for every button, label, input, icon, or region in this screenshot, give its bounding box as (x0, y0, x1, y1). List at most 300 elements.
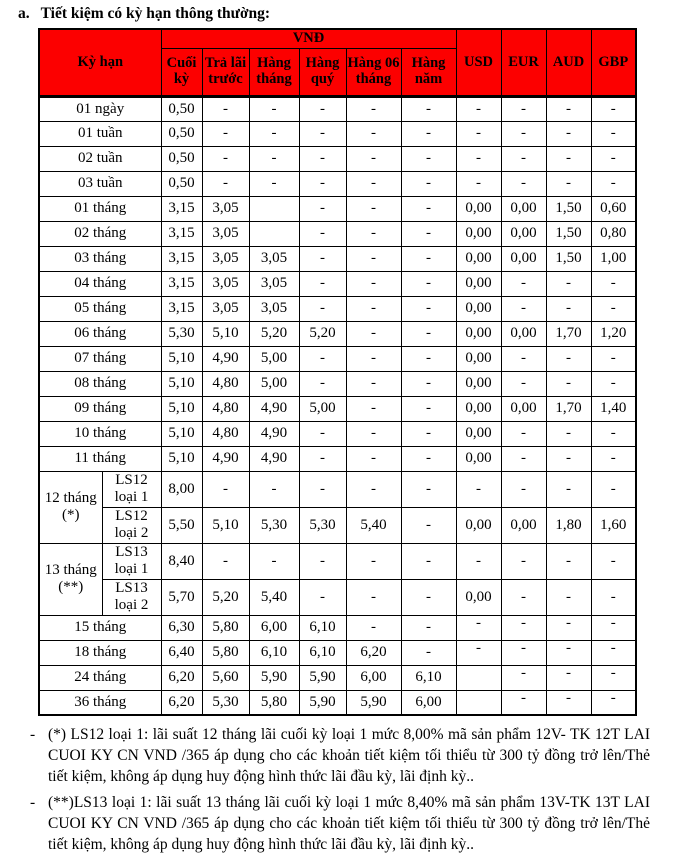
table-row (39, 615, 636, 640)
rate-cell: - (401, 321, 456, 346)
rate-cell: - (401, 296, 456, 321)
term-label: 18 tháng (39, 640, 161, 665)
rate-cell: - (346, 146, 401, 171)
rate-cell: - (591, 96, 636, 121)
table-row (39, 296, 636, 321)
rate-cell: - (249, 96, 299, 121)
table-row (39, 665, 636, 690)
rate-cell: 5,50 (161, 507, 202, 543)
rate-cell: - (546, 371, 591, 396)
rate-cell: - (202, 171, 249, 196)
rate-cell: 0,50 (161, 146, 202, 171)
rate-cell: 3,05 (202, 271, 249, 296)
footnote-text: (*) LS12 loại 1: lãi suất 12 tháng lãi cuối kỳ loại 1 mức 8,00% mã sản phẩm 12V- TK 12T LAI CUOI KY CN VND /365 áp dụng cho các khoản tiết kiệm tối thiểu từ 300 tỷ đồng trở lên/Thẻ tiết kiệm, không áp dụng huy động hình thức lãi đầu kỳ, lãi định kỳ.. (48, 726, 650, 785)
rate-cell: - (591, 665, 636, 690)
rate-cell: - (501, 421, 546, 446)
rate-cell: - (501, 665, 546, 690)
table-row (39, 690, 636, 715)
table-row (39, 221, 636, 246)
rate-cell: - (346, 96, 401, 121)
rate-cell: - (401, 421, 456, 446)
table-header (39, 29, 636, 96)
rate-cell: - (546, 665, 591, 690)
table-row (39, 371, 636, 396)
rate-cell: 0,00 (456, 507, 501, 543)
rate-cell: - (299, 221, 346, 246)
rate-cell: - (401, 640, 456, 665)
table-row (39, 543, 636, 579)
rate-cell: 0,00 (456, 446, 501, 471)
header-gbp: GBP (591, 29, 636, 96)
rate-cell: - (591, 446, 636, 471)
rate-cell: 1,40 (591, 396, 636, 421)
rate-cell: - (501, 640, 546, 665)
footnote-bullet: - (30, 726, 36, 743)
term-label: 01 tháng (39, 196, 161, 221)
rate-cell: 0,00 (456, 371, 501, 396)
rate-cell: - (346, 446, 401, 471)
rate-cell: - (546, 446, 591, 471)
term-label: 03 tháng (39, 246, 161, 271)
rate-cell: - (501, 296, 546, 321)
term-label: 09 tháng (39, 396, 161, 421)
rate-cell: 5,90 (299, 690, 346, 715)
rate-cell: - (202, 96, 249, 121)
rate-cell: 6,20 (346, 640, 401, 665)
term-label: 10 tháng (39, 421, 161, 446)
rate-cell: 3,05 (249, 296, 299, 321)
table-row (39, 346, 636, 371)
rate-cell: 3,15 (161, 246, 202, 271)
table-row (39, 640, 636, 665)
rate-cell: - (401, 507, 456, 543)
rate-cell: - (591, 346, 636, 371)
rate-cell: 1,50 (546, 196, 591, 221)
rate-cell: 8,00 (161, 471, 202, 507)
rate-cell: 0,60 (591, 196, 636, 221)
table-row (39, 579, 636, 615)
term-sub-label: LS12 loại 1 (102, 471, 161, 507)
rate-cell: - (299, 296, 346, 321)
rate-cell: 0,00 (456, 346, 501, 371)
header-usd: USD (456, 29, 501, 96)
term-label: 05 tháng (39, 296, 161, 321)
rate-cell: - (501, 271, 546, 296)
term-label: 11 tháng (39, 446, 161, 471)
rate-cell: 6,30 (161, 615, 202, 640)
rate-cell: 4,80 (202, 396, 249, 421)
term-label: 03 tuần (39, 171, 161, 196)
footnote-text: (**)LS13 loại 1: lãi suất 13 tháng lãi cuối kỳ loại 1 mức 8,40% mã sản phẩm 13V-TK 13T LAI CUOI KY CN VND /365 áp dụng cho các khoản tiết kiệm tối thiểu từ 300 tỷ đồng trở lên/Thẻ tiết kiệm, không áp dụng huy động hình thức lãi đầu kỳ, lãi định kỳ.. (48, 794, 650, 853)
rate-cell: 4,80 (202, 421, 249, 446)
rate-cell: - (299, 346, 346, 371)
rate-cell: 6,10 (401, 665, 456, 690)
rate-cell: - (591, 421, 636, 446)
rate-cell: - (591, 296, 636, 321)
rate-cell: 0,00 (501, 221, 546, 246)
deposit-rate-table (38, 28, 637, 716)
rate-cell: 3,05 (249, 271, 299, 296)
rate-cell: - (346, 371, 401, 396)
table-row (39, 196, 636, 221)
rate-cell: 0,00 (501, 507, 546, 543)
header-monthly: Hàng tháng (249, 48, 299, 96)
rate-cell: - (401, 579, 456, 615)
rate-cell: - (401, 471, 456, 507)
rate-cell (249, 196, 299, 221)
footnote (30, 792, 650, 855)
table-row (39, 146, 636, 171)
rate-cell: - (346, 321, 401, 346)
rate-cell: - (401, 221, 456, 246)
header-semiannual: Hàng 06 tháng (346, 48, 401, 96)
rate-cell: - (299, 371, 346, 396)
rate-cell: 5,90 (299, 665, 346, 690)
term-label: 08 tháng (39, 371, 161, 396)
rate-cell: - (401, 246, 456, 271)
header-aud: AUD (546, 29, 591, 96)
rate-table-body (39, 96, 636, 715)
rate-cell: 6,40 (161, 640, 202, 665)
rate-cell: - (591, 271, 636, 296)
rate-cell: - (299, 271, 346, 296)
rate-cell: - (591, 371, 636, 396)
rate-cell: 0,00 (456, 271, 501, 296)
rate-cell: 5,20 (249, 321, 299, 346)
rate-cell: - (546, 96, 591, 121)
rate-cell: - (456, 146, 501, 171)
rate-cell: - (456, 640, 501, 665)
rate-cell: - (346, 471, 401, 507)
table-row (39, 396, 636, 421)
rate-cell: - (456, 543, 501, 579)
rate-cell: - (501, 96, 546, 121)
rate-cell: - (501, 471, 546, 507)
rate-cell: - (299, 96, 346, 121)
rate-cell: - (501, 346, 546, 371)
rate-cell: - (546, 271, 591, 296)
rate-cell: 6,10 (299, 640, 346, 665)
rate-cell: 5,90 (249, 665, 299, 690)
rate-cell: 5,90 (346, 690, 401, 715)
header-annual: Hàng năm (401, 48, 456, 96)
page-title-marker: a. (18, 5, 30, 22)
rate-cell: 6,00 (401, 690, 456, 715)
rate-cell: - (299, 196, 346, 221)
rate-cell: 4,90 (202, 346, 249, 371)
rate-cell: 5,10 (202, 321, 249, 346)
rate-cell: 1,50 (546, 221, 591, 246)
rate-cell: 5,80 (202, 640, 249, 665)
table-row (39, 171, 636, 196)
rate-cell: - (346, 421, 401, 446)
rate-cell: 0,50 (161, 171, 202, 196)
term-group-label: 13 tháng (**) (39, 543, 102, 615)
rate-cell: - (546, 579, 591, 615)
rate-cell: 5,10 (161, 371, 202, 396)
rate-cell: - (546, 171, 591, 196)
term-label: 02 tháng (39, 221, 161, 246)
rate-cell: 0,00 (456, 246, 501, 271)
rate-cell: 0,00 (456, 396, 501, 421)
rate-cell: - (202, 543, 249, 579)
rate-cell: 0,00 (501, 321, 546, 346)
rate-cell: 1,70 (546, 321, 591, 346)
term-label: 15 tháng (39, 615, 161, 640)
rate-cell: - (546, 640, 591, 665)
table-row (39, 446, 636, 471)
rate-cell: 3,05 (202, 296, 249, 321)
rate-cell: - (546, 615, 591, 640)
rate-cell: - (299, 121, 346, 146)
table-row (39, 507, 636, 543)
rate-cell: - (591, 171, 636, 196)
rate-cell: - (591, 579, 636, 615)
rate-cell: 6,00 (249, 615, 299, 640)
page-title-text: Tiết kiệm có kỳ hạn thông thường: (40, 5, 271, 22)
rate-cell: - (202, 146, 249, 171)
rate-cell: - (346, 221, 401, 246)
header-prepaid-interest: Trả lãi trước (202, 48, 249, 96)
rate-cell: - (401, 171, 456, 196)
rate-cell: - (501, 615, 546, 640)
term-label: 01 ngày (39, 96, 161, 121)
rate-cell: - (299, 471, 346, 507)
rate-cell: 5,10 (161, 396, 202, 421)
rate-cell: - (501, 446, 546, 471)
rate-cell: - (249, 121, 299, 146)
rate-cell: - (456, 615, 501, 640)
term-label: 01 tuần (39, 121, 161, 146)
rate-cell: 5,00 (299, 396, 346, 421)
rate-cell: 3,15 (161, 221, 202, 246)
rate-cell: 4,90 (249, 446, 299, 471)
rate-cell: 1,20 (591, 321, 636, 346)
term-group-label: 12 tháng (*) (39, 471, 102, 543)
rate-cell: - (346, 121, 401, 146)
term-label: 07 tháng (39, 346, 161, 371)
rate-cell: 0,50 (161, 96, 202, 121)
rate-cell: - (501, 690, 546, 715)
rate-cell: - (299, 446, 346, 471)
rate-cell: - (546, 690, 591, 715)
term-label: 02 tuần (39, 146, 161, 171)
rate-cell: 0,00 (456, 321, 501, 346)
rate-cell: - (401, 543, 456, 579)
rate-cell: - (591, 640, 636, 665)
rate-cell: 5,40 (249, 579, 299, 615)
term-label: 06 tháng (39, 321, 161, 346)
rate-cell: - (501, 146, 546, 171)
rate-cell: - (501, 543, 546, 579)
rate-cell: 5,30 (249, 507, 299, 543)
rate-cell: - (346, 396, 401, 421)
rate-cell: - (501, 371, 546, 396)
rate-cell: - (546, 471, 591, 507)
rate-cell: - (249, 471, 299, 507)
rate-cell: - (346, 196, 401, 221)
rate-cell: 1,50 (546, 246, 591, 271)
rate-cell: - (299, 146, 346, 171)
rate-cell: - (501, 171, 546, 196)
rate-cell: 3,15 (161, 196, 202, 221)
rate-cell: - (546, 543, 591, 579)
rate-cell: - (591, 615, 636, 640)
rate-cell: - (591, 121, 636, 146)
rate-cell: 5,80 (202, 615, 249, 640)
rate-cell: - (456, 96, 501, 121)
rate-cell: - (346, 579, 401, 615)
rate-cell: - (401, 615, 456, 640)
rate-cell: 3,15 (161, 271, 202, 296)
rate-cell: 5,10 (161, 446, 202, 471)
header-quarterly: Hàng quý (299, 48, 346, 96)
rate-cell: 0,00 (501, 396, 546, 421)
rate-cell: 5,60 (202, 665, 249, 690)
rate-cell: - (546, 346, 591, 371)
rate-cell: - (346, 543, 401, 579)
term-sub-label: LS12 loại 2 (102, 507, 161, 543)
rate-cell (456, 690, 501, 715)
rate-cell: 6,10 (299, 615, 346, 640)
rate-cell: - (299, 579, 346, 615)
rate-cell: 5,20 (202, 579, 249, 615)
rate-cell: 5,00 (249, 346, 299, 371)
term-label: 24 tháng (39, 665, 161, 690)
rate-cell: 1,60 (591, 507, 636, 543)
rate-cell: - (591, 543, 636, 579)
rate-cell: 3,05 (202, 246, 249, 271)
term-label: 36 tháng (39, 690, 161, 715)
rate-cell: - (546, 146, 591, 171)
rate-cell: 3,05 (249, 246, 299, 271)
header-eur: EUR (501, 29, 546, 96)
footnote-bullet: - (30, 794, 36, 811)
rate-cell: 6,20 (161, 690, 202, 715)
rate-cell: - (346, 246, 401, 271)
rate-cell: - (249, 543, 299, 579)
term-label: 04 tháng (39, 271, 161, 296)
rate-cell: 1,00 (591, 246, 636, 271)
rate-cell: 0,00 (456, 421, 501, 446)
rate-cell: 3,05 (202, 196, 249, 221)
rate-cell: - (546, 121, 591, 146)
rate-cell: 5,30 (202, 690, 249, 715)
rate-cell: 0,00 (501, 246, 546, 271)
rate-cell: 6,10 (249, 640, 299, 665)
table-row (39, 421, 636, 446)
rate-cell: - (249, 146, 299, 171)
rate-cell: 5,80 (249, 690, 299, 715)
header-end-of-term: Cuối kỳ (161, 48, 202, 96)
rate-cell: - (501, 121, 546, 146)
rate-cell: - (346, 615, 401, 640)
table-row (39, 321, 636, 346)
table-row (39, 121, 636, 146)
rate-cell: - (346, 346, 401, 371)
rate-cell: - (456, 471, 501, 507)
table-row (39, 246, 636, 271)
rate-cell: - (401, 96, 456, 121)
rate-cell: - (546, 421, 591, 446)
rate-cell: - (299, 246, 346, 271)
rate-cell: 0,00 (456, 579, 501, 615)
rate-cell: - (401, 146, 456, 171)
rate-cell: - (456, 171, 501, 196)
rate-cell: 5,40 (346, 507, 401, 543)
rate-cell: - (346, 271, 401, 296)
page-title (0, 0, 690, 23)
term-sub-label: LS13 loại 2 (102, 579, 161, 615)
rate-cell: 0,00 (456, 196, 501, 221)
rate-cell: 5,20 (299, 321, 346, 346)
rate-cell: 1,70 (546, 396, 591, 421)
rate-cell: - (299, 171, 346, 196)
rate-cell: 8,40 (161, 543, 202, 579)
rate-cell: 0,00 (456, 221, 501, 246)
rate-cell: - (591, 690, 636, 715)
rate-cell: - (401, 446, 456, 471)
rate-cell: - (346, 171, 401, 196)
rate-cell: - (346, 296, 401, 321)
table-row (39, 271, 636, 296)
rate-cell: 5,30 (299, 507, 346, 543)
rate-cell: - (546, 296, 591, 321)
rate-cell: 6,00 (346, 665, 401, 690)
rate-cell: 6,20 (161, 665, 202, 690)
rate-cell: - (202, 121, 249, 146)
rate-cell: - (591, 146, 636, 171)
rate-cell: - (249, 171, 299, 196)
table-row (39, 471, 636, 507)
rate-cell: - (299, 421, 346, 446)
header-vnd-group: VNĐ (161, 29, 456, 48)
rate-cell: 5,30 (161, 321, 202, 346)
table-row (39, 96, 636, 121)
rate-cell: 0,80 (591, 221, 636, 246)
rate-cell: - (202, 471, 249, 507)
rate-cell: 0,00 (501, 196, 546, 221)
rate-cell: 4,80 (202, 371, 249, 396)
rate-cell: - (401, 346, 456, 371)
rate-cell: - (299, 543, 346, 579)
rate-cell (249, 221, 299, 246)
rate-cell: - (401, 396, 456, 421)
rate-cell: 5,10 (161, 421, 202, 446)
term-sub-label: LS13 loại 1 (102, 543, 161, 579)
footnote (30, 724, 650, 787)
rate-cell: 5,10 (202, 507, 249, 543)
footnotes (30, 724, 650, 855)
header-row-1 (39, 29, 636, 48)
rate-cell: - (401, 371, 456, 396)
rate-cell: 4,90 (249, 421, 299, 446)
rate-cell: 0,50 (161, 121, 202, 146)
rate-cell (456, 665, 501, 690)
rate-cell: 4,90 (249, 396, 299, 421)
rate-cell: 5,10 (161, 346, 202, 371)
rate-cell: 3,15 (161, 296, 202, 321)
rate-cell: - (456, 121, 501, 146)
rate-cell: 5,00 (249, 371, 299, 396)
rate-cell: 0,00 (456, 296, 501, 321)
rate-cell: - (591, 471, 636, 507)
rate-cell: 4,90 (202, 446, 249, 471)
rate-cell: - (401, 196, 456, 221)
header-term: Kỳ hạn (39, 29, 161, 96)
rate-cell: 5,70 (161, 579, 202, 615)
rate-cell: - (501, 579, 546, 615)
